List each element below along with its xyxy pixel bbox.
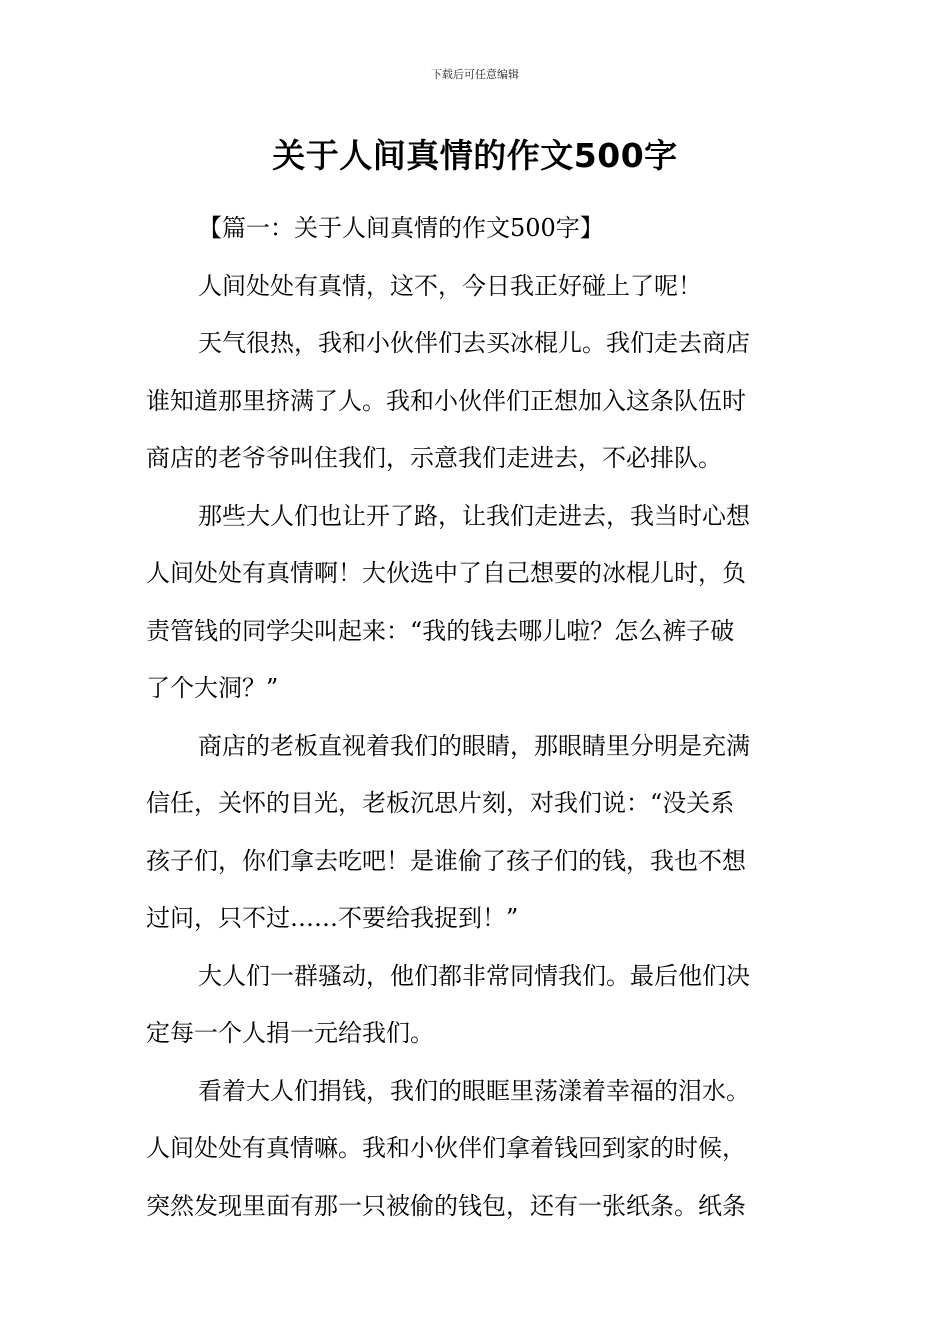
document-title: 关于人间真情的作文500字 xyxy=(272,136,678,175)
document-body xyxy=(146,200,808,1235)
paragraph: 商店的老板直视着我们的眼睛，那眼睛里分明是充满 信任，关怀的目光，老板沉思片刻，对我们说：“没关系 孩子们，你们拿去吃吧！是谁偷了孩子们的钱，我也不想 过问，只不过……不要给我捉到！” xyxy=(146,731,750,932)
paragraph: 看着大人们捐钱，我们的眼眶里荡漾着幸福的泪水。 人间处处有真情嘛。我和小伙伴们拿着钱回到家的时候， 突然发现里面有那一只被偷的钱包，还有一张纸条。纸条 xyxy=(146,1076,750,1220)
paragraph: 天气很热，我和小伙伴们去买冰棍儿。我们走去商店 谁知道那里挤满了人。我和小伙伴们正想加入这条队伍时 商店的老爷爷叫住我们，示意我们走进去，不必排队。 xyxy=(146,329,750,472)
header-note: 下载后可任意编辑 xyxy=(431,68,519,81)
paragraph: 那些大人们也让开了路，让我们走进去，我当时心想 人间处处有真情啊！大伙选中了自己想要的冰棍儿时，负 责管钱的同学尖叫起来：“我的钱去哪儿啦？怎么裤子破 了个大洞？” xyxy=(146,501,750,702)
section-heading: 【篇一：关于人间真情的作文500字】 xyxy=(198,214,604,242)
paragraph: 人间处处有真情，这不，今日我正好碰上了呢！ xyxy=(198,271,702,300)
paragraph: 大人们一群骚动，他们都非常同情我们。最后他们决 定每一个人捐一元给我们。 xyxy=(146,961,750,1047)
